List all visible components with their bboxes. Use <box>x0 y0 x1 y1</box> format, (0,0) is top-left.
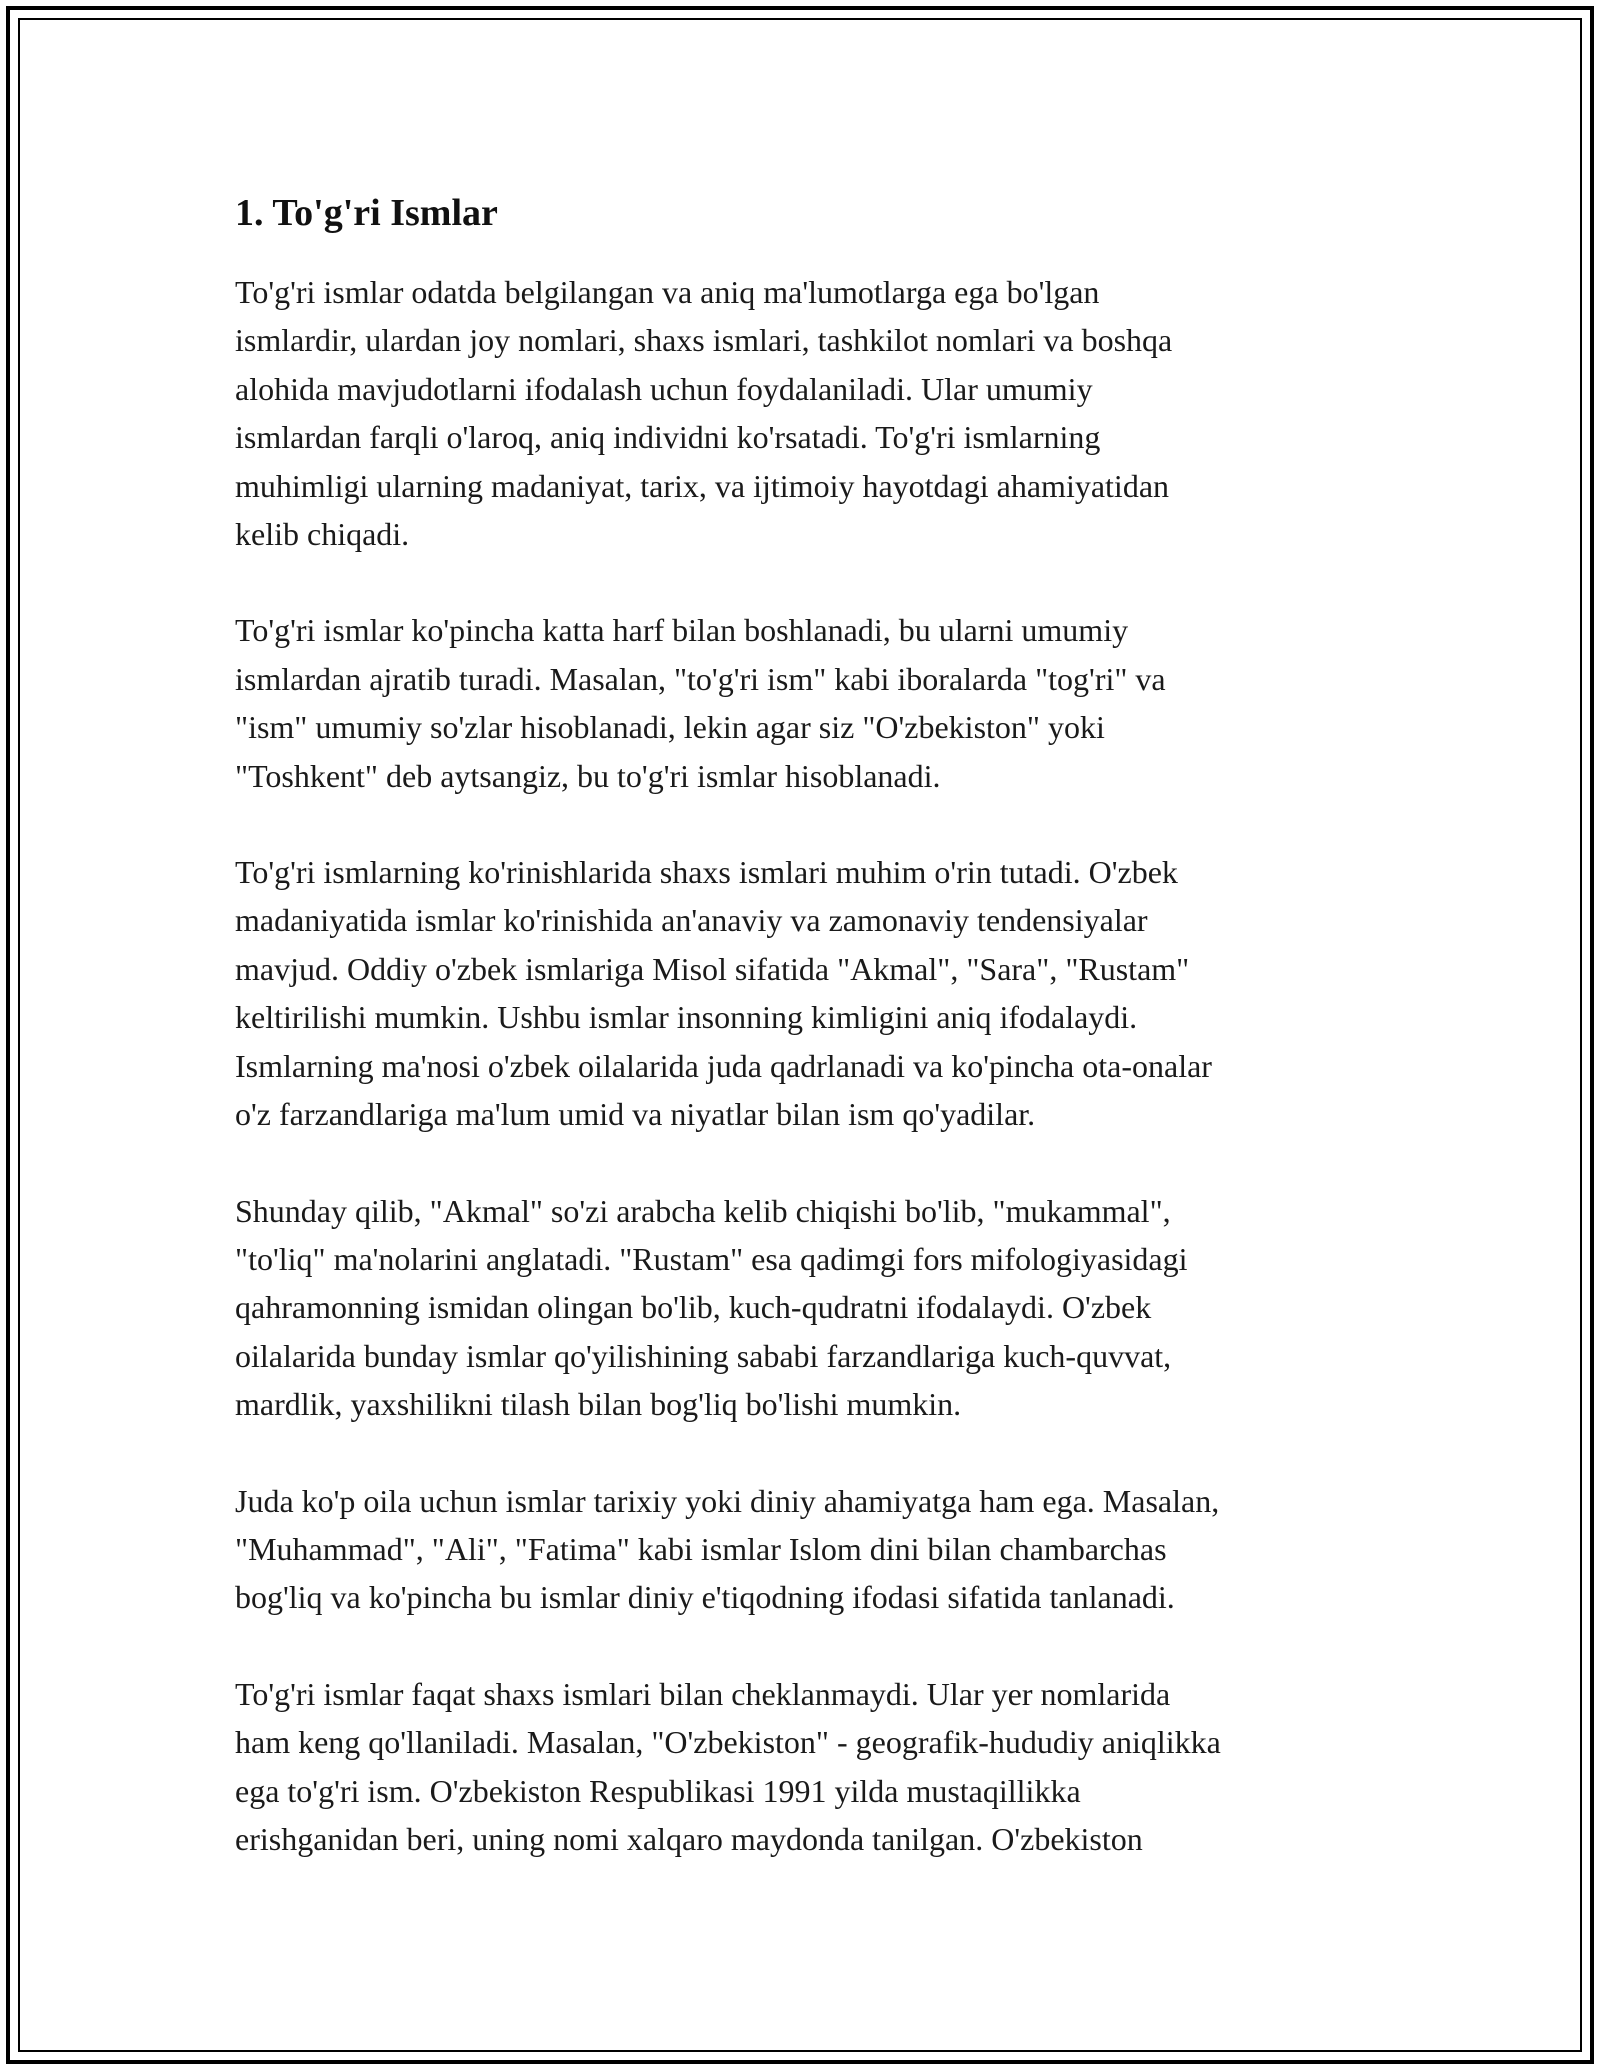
paragraph-line: To'g'ri ismlarning ko'rinishlarida shaxs ismlari muhim o'rin tutadi. O'zbek <box>235 854 1178 891</box>
paragraph-line: ismlardan ajratib turadi. Masalan, "to'g'ri ism" kabi iboralarda "tog'ri" va <box>235 660 1166 697</box>
paragraph-line: ham keng qo'llaniladi. Masalan, "O'zbekiston" - geografik-hududiy aniqlikka <box>235 1724 1221 1761</box>
paragraph-line: mavjud. Oddiy o'zbek ismlariga Misol sifatida "Akmal", "Sara", "Rustam" <box>235 950 1190 987</box>
paragraph-3 <box>235 848 1375 1138</box>
paragraph-4 <box>235 1187 1375 1429</box>
paragraph-line: "Muhammad", "Ali", "Fatima" kabi ismlar Islom dini bilan chambarchas <box>235 1530 1167 1567</box>
paragraph-line: qahramonning ismidan olingan bo'lib, kuch-qudratni ifodalaydi. O'zbek <box>235 1289 1152 1326</box>
paragraph-line: ega to'g'ri ism. O'zbekiston Respublikasi 1991 yilda mustaqillikka <box>235 1772 1081 1809</box>
paragraph-line: "ism" umumiy so'zlar hisoblanadi, lekin agar siz "O'zbekiston" yoki <box>235 709 1105 746</box>
paragraph-1 <box>235 268 1375 558</box>
paragraph-line: To'g'ri ismlar ko'pincha katta harf bilan boshlanadi, bu ularni umumiy <box>235 612 1129 649</box>
paragraph-6 <box>235 1670 1375 1864</box>
paragraph-line: ismlardan farqli o'laroq, aniq individni ko'rsatadi. To'g'ri ismlarning <box>235 419 1101 456</box>
document-content <box>235 188 1375 1911</box>
paragraph-line: Shunday qilib, "Akmal" so'zi arabcha kelib chiqishi bo'lib, "mukammal", <box>235 1192 1171 1229</box>
paragraph-line: bog'liq va ko'pincha bu ismlar diniy e'tiqodning ifodasi sifatida tanlanadi. <box>235 1579 1175 1616</box>
paragraph-line: o'z farzandlariga ma'lum umid va niyatlar bilan ism qo'yadilar. <box>235 1096 1036 1133</box>
paragraph-line: ismlardir, ulardan joy nomlari, shaxs ismlari, tashkilot nomlari va boshqa <box>235 322 1173 359</box>
paragraph-line: mardlik, yaxshilikni tilash bilan bog'liq bo'lishi mumkin. <box>235 1386 962 1423</box>
paragraph-line: Ismlarning ma'nosi o'zbek oilalarida juda qadrlanadi va ko'pincha ota-onalar <box>235 1047 1212 1084</box>
paragraph-line: To'g'ri ismlar faqat shaxs ismlari bilan cheklanmaydi. Ular yer nomlarida <box>235 1675 1171 1712</box>
section-heading: 1. To'g'ri Ismlar <box>235 192 498 234</box>
paragraph-line: alohida mavjudotlarni ifodalash uchun foydalaniladi. Ular umumiy <box>235 370 1093 407</box>
paragraph-line: erishganidan beri, uning nomi xalqaro maydonda tanilgan. O'zbekiston <box>235 1820 1143 1857</box>
paragraph-line: "Toshkent" deb aytsangiz, bu to'g'ri ismlar hisoblanadi. <box>235 757 941 794</box>
paragraph-line: madaniyatida ismlar ko'rinishida an'anaviy va zamonaviy tendensiyalar <box>235 902 1148 939</box>
paragraph-line: kelib chiqadi. <box>235 516 410 553</box>
paragraph-line: "to'liq" ma'nolarini anglatadi. "Rustam" esa qadimgi fors mifologiyasidagi <box>235 1240 1188 1277</box>
paragraph-line: Juda ko'p oila uchun ismlar tarixiy yoki diniy ahamiyatga ham ega. Masalan, <box>235 1482 1220 1519</box>
paragraph-2 <box>235 606 1375 800</box>
paragraph-line: To'g'ri ismlar odatda belgilangan va aniq ma'lumotlarga ega bo'lgan <box>235 274 1100 310</box>
paragraph-line: oilalarida bunday ismlar qo'yilishining sababi farzandlariga kuch-quvvat, <box>235 1337 1172 1374</box>
paragraph-line: muhimligi ularning madaniyat, tarix, va ijtimoiy hayotdagi ahamiyatidan <box>235 467 1170 504</box>
paragraph-line: keltirilishi mumkin. Ushbu ismlar insonning kimligini aniq ifodalaydi. <box>235 999 1138 1036</box>
paragraph-5 <box>235 1477 1375 1622</box>
